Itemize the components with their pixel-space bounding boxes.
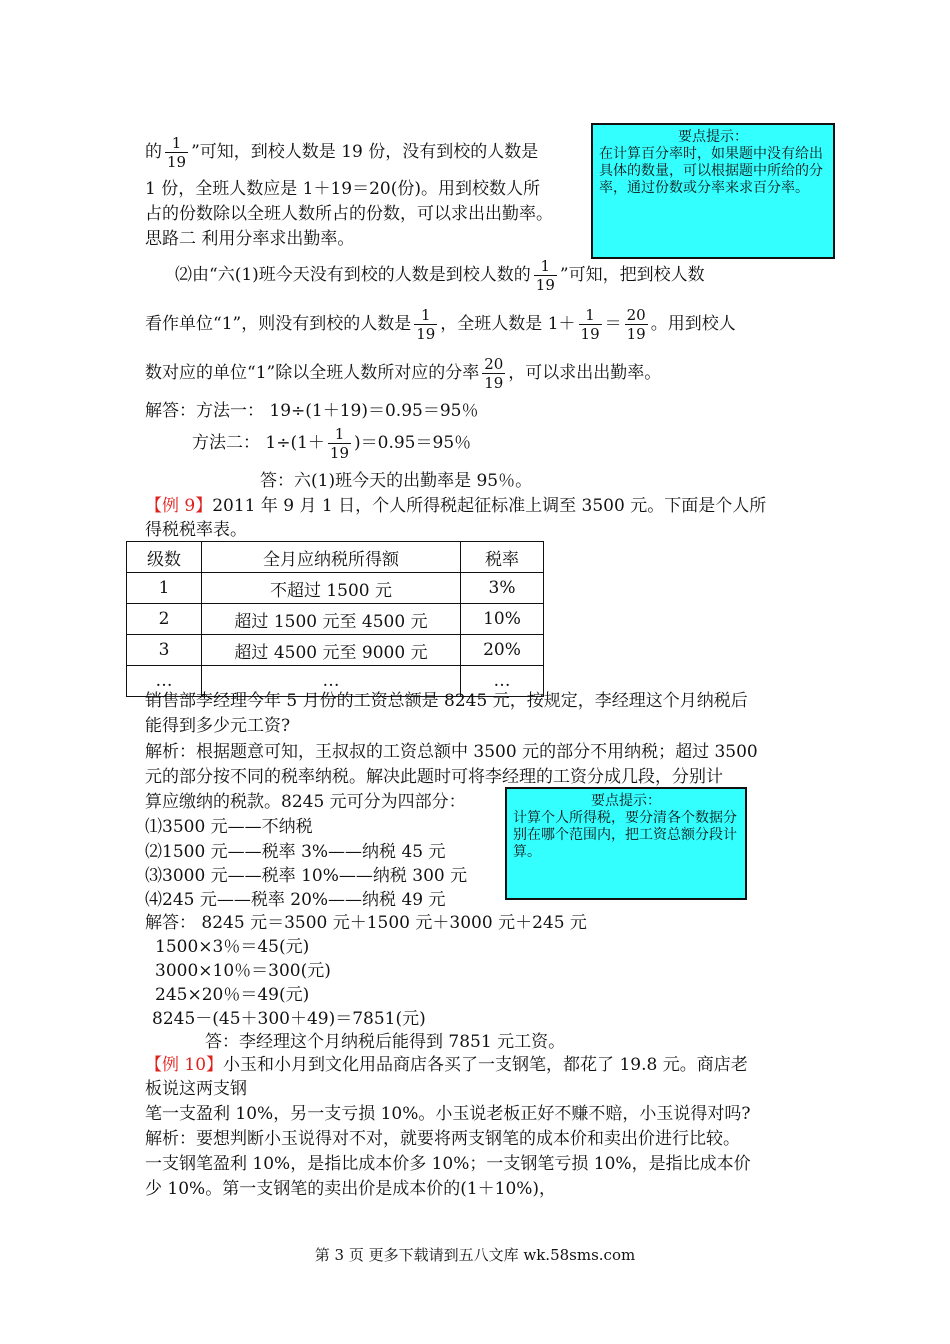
table-cell: 超过 1500 元至 4500 元	[202, 604, 461, 635]
example-9-tag: 【例 9】	[145, 496, 213, 516]
answer-method-1: 解答：方法一： 19÷(1＋19)＝0.95＝95％	[145, 401, 479, 421]
example-9-title-2: 得税税率表。	[145, 520, 247, 540]
fraction-1-19	[328, 425, 351, 462]
table-row	[127, 635, 544, 666]
frac-den: 19	[416, 325, 436, 343]
fraction-1-19	[165, 134, 188, 171]
analysis-9-line: 解析：根据题意可知，王叔叔的工资总额中 3500 元的部分不用纳税；超过 3500	[145, 742, 758, 762]
solution-9-line: 245×20％＝49(元)	[155, 985, 310, 1005]
solution-9-line: 3000×10％＝300(元)	[155, 961, 331, 981]
table-cell: …	[461, 666, 544, 697]
hint-2-body: 计算个人所得税，要分清各个数据分别在哪个范围内，把工资总额分段计算。	[513, 810, 737, 860]
frac-num: 1	[579, 306, 602, 325]
analysis-9-line: 元的部分按不同的税率纳税。解决此题时可将李经理的工资分成几段，分别计	[145, 767, 723, 787]
frac-num: 1	[414, 306, 437, 325]
text: ，全班人数是 1＋	[440, 314, 576, 334]
answer-conclusion: 答：六(1)班今天的出勤率是 95％。	[260, 471, 533, 491]
frac-num: 20	[626, 306, 646, 324]
text: 小玉和小月到文化用品商店各买了一支钢笔，都花了 19.8 元。商店老	[223, 1055, 748, 1075]
analysis-9-line: 算应缴纳的税款。8245 元可分为四部分：	[145, 792, 466, 812]
table-cell: 超过 4500 元至 9000 元	[202, 635, 461, 666]
text: 看作单位“1”，则没有到校的人数是	[145, 314, 412, 334]
table-header-row	[127, 542, 544, 573]
hint-1-body: 在计算百分率时，如果题中没有给出具体的数量，可以根据题中所给的分率，通过份数或分率来求百分率。	[599, 146, 823, 196]
part-line: ⑵1500 元——税率 3%——纳税 45 元	[145, 842, 446, 862]
table-row	[127, 604, 544, 635]
frac-num: 1	[534, 257, 557, 276]
frac-den: 19	[484, 374, 504, 392]
analysis-10-line: 一支钢笔盈利 10%，是指比成本价多 10%；一支钢笔亏损 10%，是指比成本价	[145, 1154, 751, 1174]
part-line: ⑴3500 元——不纳税	[145, 817, 313, 837]
text: 2011 年 9 月 1 日，个人所得税起征标准上调至 3500 元。下面是个人所	[212, 496, 767, 516]
table-cell: 1	[127, 573, 202, 604]
frac-den: 19	[329, 444, 350, 462]
para-line-3: 占的份数除以全班人数所占的份数，可以求出出勤率。	[145, 204, 553, 224]
para-line-2: 1 份，全班人数应是 1＋19＝20(份)。用到校数人所	[145, 179, 540, 199]
question-9-line: 能得到多少元工资?	[145, 716, 291, 736]
frac-den: 19	[626, 325, 646, 343]
part-line: ⑶3000 元——税率 10%——纳税 300 元	[145, 866, 468, 886]
solution-9-line: 8245－(45＋300＋49)＝7851(元)	[152, 1009, 426, 1029]
table-cell: 不超过 1500 元	[202, 573, 461, 604]
answer-method-2	[192, 425, 471, 462]
table-row	[127, 573, 544, 604]
table-header-cell: 全月应纳税所得额	[202, 542, 461, 573]
hint-1-title: 要点提示：	[678, 129, 748, 145]
solution-9-line: 解答： 8245 元＝3500 元＋1500 元＋3000 元＋245 元	[145, 913, 587, 933]
hint-2-title: 要点提示：	[591, 793, 661, 809]
analysis-10-line: 解析：要想判断小玉说得对不对，就要将两支钢笔的成本价和卖出价进行比较。	[145, 1129, 740, 1149]
part-line: ⑷245 元——税率 20%——纳税 49 元	[145, 890, 446, 910]
page-footer: 第 3 页 更多下载请到五八文库 wk.58sms.com	[314, 1246, 636, 1264]
solution-9-line: 1500×3％＝45(元)	[155, 937, 310, 957]
fraction-1-19	[579, 306, 602, 343]
table-cell: 3%	[461, 573, 544, 604]
text: 方法二： 1÷(1＋	[192, 433, 325, 453]
example-10-title-2: 板说这两支钢	[145, 1079, 247, 1099]
frac-num: 20	[484, 355, 504, 373]
example-10-tag: 【例 10】	[145, 1055, 224, 1075]
table-cell: 2	[127, 604, 202, 635]
question-10-line: 笔一支盈利 10%，另一支亏损 10%。小玉说老板正好不赚不赔，小玉说得对吗?	[145, 1104, 751, 1124]
fraction-1-19	[414, 306, 437, 343]
frac-num: 1	[165, 134, 188, 153]
text: ”可知，到校人数是 19 份，没有到校的人数是	[191, 142, 539, 162]
frac-den: 19	[535, 276, 555, 294]
text: ⑵由“六(1)班今天没有到校的人数是到校人数的	[175, 265, 531, 285]
text: 数对应的单位“1”除以全班人数所对应的分率	[145, 363, 480, 383]
text: 的	[145, 142, 162, 162]
para-line-5	[175, 257, 705, 294]
example-10-title	[145, 1053, 748, 1077]
tax-rate-table	[126, 541, 544, 697]
frac-num: 1	[328, 425, 351, 444]
text: 。用到校人	[650, 314, 736, 334]
solution-9-answer: 答：李经理这个月纳税后能得到 7851 元工资。	[205, 1032, 566, 1052]
frac-den: 19	[580, 325, 600, 343]
fraction-20-19	[482, 355, 505, 392]
question-9-line: 销售部李经理今年 5 月份的工资总额是 8245 元，按规定，李经理这个月纳税后	[145, 691, 748, 711]
table-header-cell: 税率	[461, 542, 544, 573]
fraction-20-19	[625, 306, 648, 343]
table-cell: 3	[127, 635, 202, 666]
hint-box-1	[591, 123, 835, 259]
table-cell: 20%	[461, 635, 544, 666]
text: ，可以求出出勤率。	[508, 363, 662, 383]
text: ＝	[604, 314, 622, 334]
text: ”可知，把到校人数	[559, 265, 705, 285]
analysis-10-line: 少 10%。第一支钢笔的卖出价是成本价的(1＋10%)，	[145, 1179, 557, 1199]
para-line-7	[145, 355, 661, 392]
text: )＝0.95＝95％	[354, 433, 472, 453]
para-line-4: 思路二 利用分率求出勤率。	[145, 229, 355, 249]
frac-den: 19	[167, 153, 187, 171]
table-cell: …	[127, 666, 202, 697]
table-cell: …	[202, 666, 461, 697]
para-line-6	[145, 306, 736, 343]
fraction-1-19	[534, 257, 557, 294]
hint-box-2	[505, 787, 747, 900]
example-9-title	[145, 494, 766, 518]
para-line-1	[145, 134, 538, 171]
table-header-cell: 级数	[127, 542, 202, 573]
table-cell: 10%	[461, 604, 544, 635]
